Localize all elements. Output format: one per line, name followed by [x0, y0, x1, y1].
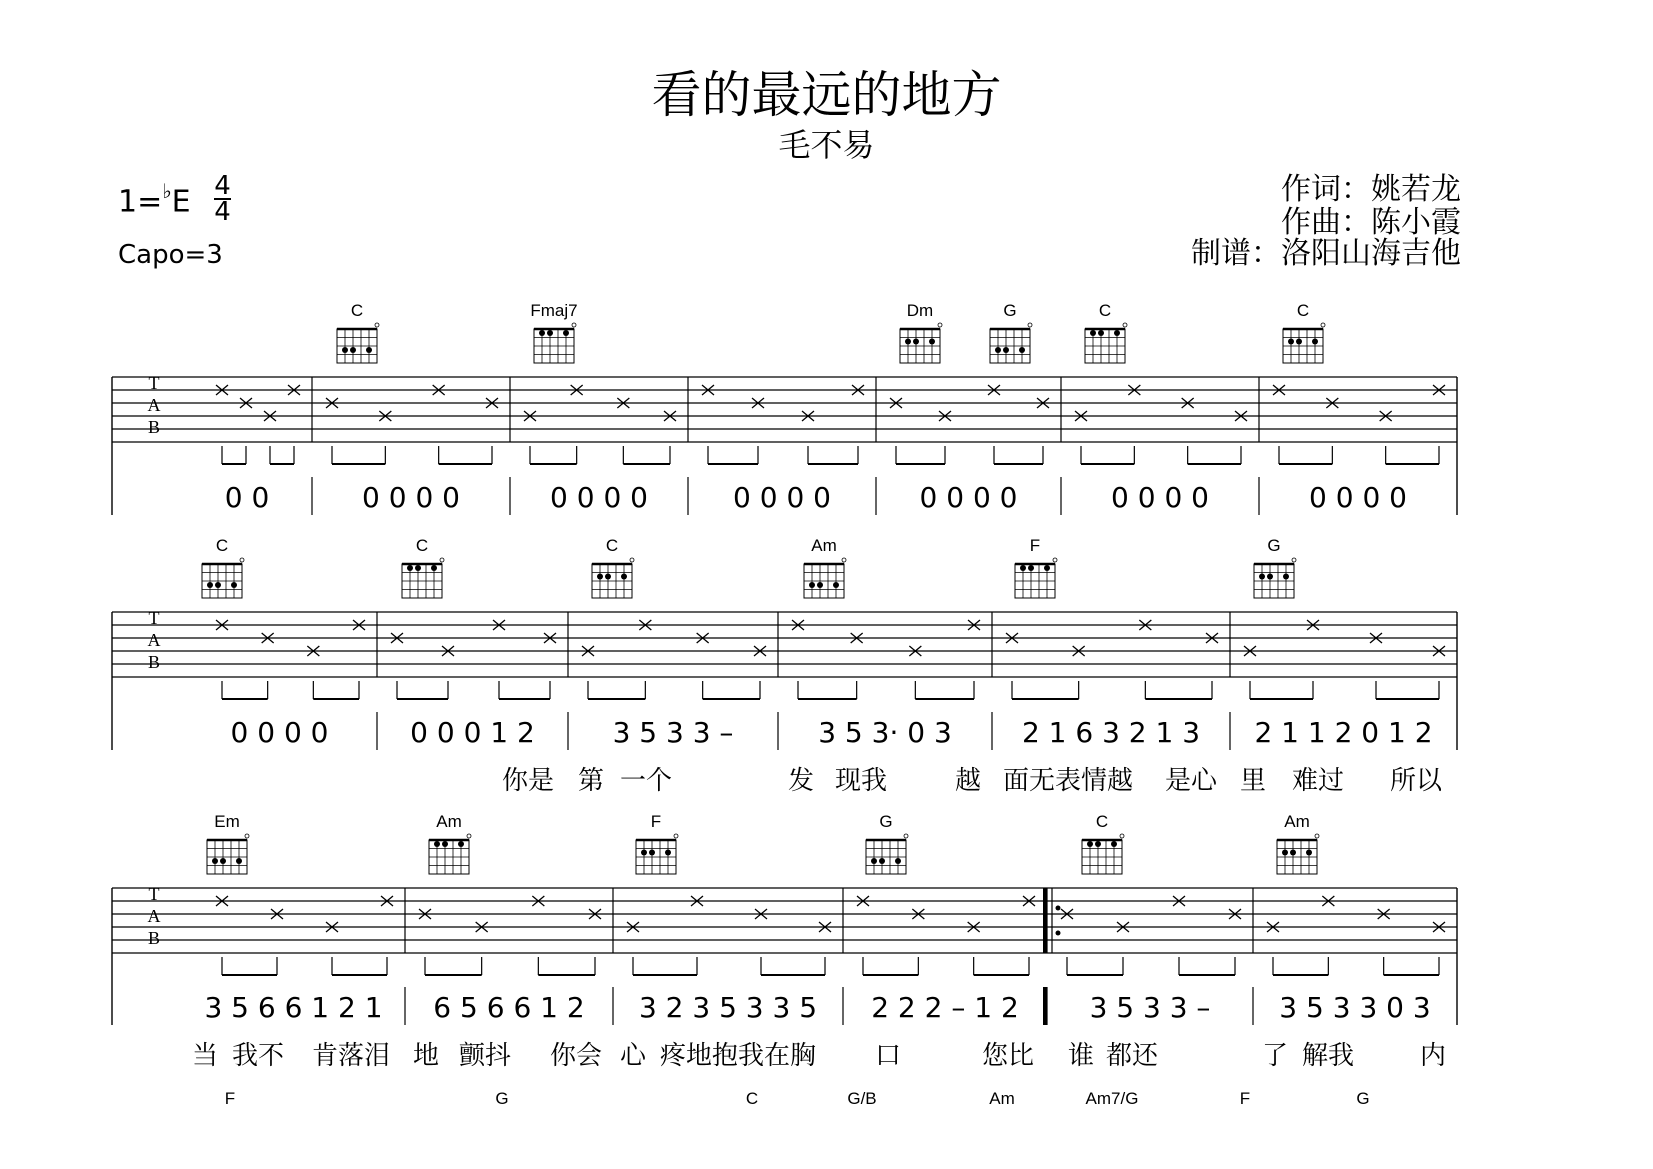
- chord-finger-dot: [1306, 850, 1312, 856]
- time-denominator: 4: [214, 197, 231, 227]
- chord-diagram: [1085, 301, 1127, 363]
- jianpu-measure: 6 5 6 6 1 2: [433, 991, 585, 1024]
- chord-finger-dot: [407, 565, 413, 571]
- chord-finger-dot: [1267, 574, 1273, 580]
- chord-diagram: [804, 536, 846, 598]
- chord-name: Am: [436, 812, 462, 831]
- chord-open-string: [630, 558, 634, 562]
- chord-diagram: [429, 812, 471, 874]
- chord-name: C: [215, 536, 229, 555]
- chord-diagram: [1277, 812, 1319, 874]
- chord-open-string: [375, 323, 379, 327]
- lyric-word: 面无表情越: [1003, 766, 1134, 796]
- chord-finger-dot: [1290, 850, 1296, 856]
- chord-finger-dot: [434, 841, 440, 847]
- lyric-word: 当: [192, 1041, 219, 1071]
- lyric-word: 口: [875, 1041, 902, 1071]
- chord-name: C: [1095, 812, 1109, 831]
- tab-clef-letter: T: [148, 884, 160, 904]
- chord-name: C: [605, 536, 619, 555]
- lyric-word: 是心: [1165, 766, 1218, 796]
- chord-name: Fmaj7: [530, 301, 578, 320]
- chord-name: C: [745, 1089, 759, 1108]
- tab-clef-letter: A: [147, 630, 161, 650]
- jianpu-measure: 0 0 0 0: [1309, 481, 1407, 514]
- lyric-word: 疼地抱我在胸: [660, 1041, 817, 1071]
- chord-finger-dot: [905, 339, 911, 345]
- chord-name: C: [415, 536, 429, 555]
- lyric-word: 里: [1240, 766, 1267, 796]
- jianpu-measure: 3 2 3 5 3 3 5: [638, 991, 818, 1024]
- chord-diagram: [592, 536, 634, 598]
- chord-finger-dot: [1288, 339, 1294, 345]
- chord-name: Em: [214, 812, 240, 831]
- chord-finger-dot: [1312, 339, 1318, 345]
- chord-finger-dot: [871, 858, 877, 864]
- arranger-credit: 制谱：洛阳山海吉他: [1191, 236, 1461, 271]
- jianpu-measure: 3 5 6 6 1 2 1: [204, 991, 383, 1024]
- chord-diagram: [1283, 301, 1325, 363]
- lyric-word: 所以: [1390, 766, 1443, 796]
- tab-clef-letter: A: [147, 395, 161, 415]
- chord-open-string: [1053, 558, 1057, 562]
- chord-diagram: [990, 301, 1032, 363]
- repeat-dot: [1056, 906, 1061, 911]
- chord-open-string: [572, 323, 576, 327]
- jianpu-measure: 3 5 3 3 –: [1089, 991, 1211, 1024]
- tab-clef-letter: B: [147, 652, 161, 672]
- chord-finger-dot: [597, 574, 603, 580]
- composer-credit: 作曲：陈小霞: [1281, 205, 1461, 240]
- chord-diagram: [202, 536, 244, 598]
- lyricist-credit: 作词：姚若龙: [1281, 172, 1461, 207]
- chord-finger-dot: [1111, 841, 1117, 847]
- chord-finger-dot: [1098, 330, 1104, 336]
- tab-clef-letter: B: [147, 928, 161, 948]
- chord-name: Am: [811, 536, 837, 555]
- chord-open-string: [1028, 323, 1032, 327]
- chord-finger-dot: [1095, 841, 1101, 847]
- chord-finger-dot: [415, 565, 421, 571]
- lyric-word: 都还: [1106, 1041, 1159, 1071]
- chord-name: G: [879, 812, 893, 831]
- jianpu-measure: 2 1 1 2 0 1 2: [1254, 716, 1433, 749]
- lyric-word: 了: [1262, 1041, 1289, 1071]
- chord-name: C: [1098, 301, 1112, 320]
- chord-finger-dot: [665, 850, 671, 856]
- chord-finger-dot: [621, 574, 627, 580]
- chord-open-string: [467, 834, 471, 838]
- tab-clef-letter: T: [148, 608, 160, 628]
- chord-name: Am7/G: [1085, 1089, 1139, 1108]
- jianpu-measure: 3 5 3 3 0 3: [1279, 991, 1431, 1024]
- chord-finger-dot: [212, 858, 218, 864]
- chord-name: Am: [1284, 812, 1310, 831]
- lyric-word: 我不: [232, 1041, 285, 1071]
- chord-diagram: [402, 536, 444, 598]
- jianpu-measure: 0 0 0 0: [733, 481, 831, 514]
- chord-diagram: [636, 812, 678, 874]
- chord-finger-dot: [1019, 347, 1025, 353]
- chord-finger-dot: [605, 574, 611, 580]
- chord-finger-dot: [1259, 574, 1265, 580]
- tab-clef-letter: B: [147, 417, 161, 437]
- lyric-word: 地: [413, 1041, 440, 1071]
- chord-diagram: [900, 301, 942, 363]
- chord-name: G: [1003, 301, 1017, 320]
- chord-diagram: [1015, 536, 1057, 598]
- chord-finger-dot: [817, 582, 823, 588]
- chord-name: C: [350, 301, 364, 320]
- chord-open-string: [938, 323, 942, 327]
- key-flat: ♭: [162, 178, 172, 203]
- chord-finger-dot: [1044, 565, 1050, 571]
- chord-finger-dot: [215, 582, 221, 588]
- lyric-word: 现我: [835, 766, 888, 796]
- jianpu-measure: 0 0 0 0: [362, 481, 460, 514]
- jianpu-measure: 0 0 0 0: [550, 481, 648, 514]
- chord-finger-dot: [1020, 565, 1026, 571]
- chord-finger-dot: [1028, 565, 1034, 571]
- chord-finger-dot: [1296, 339, 1302, 345]
- chord-diagram: [337, 301, 379, 363]
- repeat-dot: [1056, 931, 1061, 936]
- chord-diagram: [866, 812, 908, 874]
- chord-open-string: [674, 834, 678, 838]
- chord-open-string: [904, 834, 908, 838]
- jianpu-measure: 0 0 0 0: [919, 481, 1018, 514]
- chord-diagram: [207, 812, 249, 874]
- chord-finger-dot: [539, 330, 545, 336]
- lyric-word: 难过: [1292, 766, 1345, 796]
- chord-finger-dot: [547, 330, 553, 336]
- chord-finger-dot: [442, 841, 448, 847]
- chord-finger-dot: [458, 841, 464, 847]
- chord-finger-dot: [1282, 850, 1288, 856]
- lyric-word: 谁: [1068, 1041, 1095, 1071]
- chord-name: F: [1029, 536, 1041, 555]
- chord-open-string: [440, 558, 444, 562]
- chord-open-string: [1321, 323, 1325, 327]
- chord-finger-dot: [895, 858, 901, 864]
- chord-finger-dot: [833, 582, 839, 588]
- chord-finger-dot: [1283, 574, 1289, 580]
- tab-notes: [216, 385, 1445, 975]
- chord-name: G: [1356, 1089, 1370, 1108]
- chord-open-string: [1123, 323, 1127, 327]
- lyric-word: 您比: [982, 1041, 1035, 1071]
- lyric-word: 越: [955, 766, 982, 796]
- chord-finger-dot: [563, 330, 569, 336]
- chord-finger-dot: [929, 339, 935, 345]
- lyric-word: 肯落泪: [312, 1041, 391, 1071]
- tab-clef-letter: T: [148, 373, 160, 393]
- jianpu-measure: 0 0: [224, 481, 270, 514]
- lyric-word: 第: [578, 766, 605, 796]
- capo-setting: Capo=3: [118, 240, 223, 270]
- chord-open-string: [842, 558, 846, 562]
- song-title: 看的最远的地方: [651, 66, 1002, 124]
- chord-finger-dot: [913, 339, 919, 345]
- chord-finger-dot: [350, 347, 356, 353]
- chord-name: Dm: [906, 301, 934, 320]
- chord-open-string: [245, 834, 249, 838]
- jianpu-measure: 0 0 0 1 2: [410, 716, 535, 749]
- key-prefix: 1=: [118, 184, 163, 220]
- lyric-word: 发: [788, 766, 815, 796]
- lyric-word: 你会: [550, 1041, 603, 1071]
- jianpu-measure: 3 5 3· 0 3: [818, 716, 952, 749]
- lyric-word: 解我: [1302, 1041, 1355, 1071]
- jianpu-measure: 0 0 0 0: [1111, 481, 1209, 514]
- jianpu-measure: 2 1 6 3 2 1 3: [1021, 716, 1201, 749]
- chord-diagram: [530, 301, 577, 363]
- jianpu-measure: 3 5 3 3 –: [612, 716, 734, 749]
- lyric-word: 你是: [502, 766, 555, 796]
- chord-finger-dot: [1087, 841, 1093, 847]
- lyric-word: 心: [620, 1041, 647, 1071]
- chord-finger-dot: [1003, 347, 1009, 353]
- chord-open-string: [1315, 834, 1319, 838]
- chord-name: F: [650, 812, 662, 831]
- chord-finger-dot: [809, 582, 815, 588]
- jianpu-measure: 2 2 2 – 1 2: [871, 991, 1019, 1024]
- tab-clef-letter: A: [147, 906, 161, 926]
- chord-diagram: [1254, 536, 1296, 598]
- chord-name: F: [1239, 1089, 1251, 1108]
- chord-name: G/B: [847, 1089, 877, 1108]
- chord-finger-dot: [649, 850, 655, 856]
- chord-name: C: [1296, 301, 1310, 320]
- chord-finger-dot: [879, 858, 885, 864]
- chord-finger-dot: [236, 858, 242, 864]
- staff-lines: [112, 377, 1457, 1025]
- chord-diagrams: [202, 301, 1370, 1108]
- key-note: E: [171, 184, 191, 220]
- chord-finger-dot: [207, 582, 213, 588]
- chord-name: G: [495, 1089, 509, 1108]
- chord-finger-dot: [1114, 330, 1120, 336]
- jianpu-measure: 0 0 0 0: [230, 716, 329, 749]
- lyric-word: 内: [1420, 1041, 1447, 1071]
- chord-finger-dot: [366, 347, 372, 353]
- chord-diagram: [1082, 812, 1124, 874]
- chord-open-string: [1292, 558, 1296, 562]
- chord-finger-dot: [220, 858, 226, 864]
- chord-name: F: [224, 1089, 236, 1108]
- chord-finger-dot: [231, 582, 237, 588]
- chord-finger-dot: [641, 850, 647, 856]
- chord-finger-dot: [342, 347, 348, 353]
- chord-finger-dot: [431, 565, 437, 571]
- chord-name: Am: [989, 1089, 1015, 1108]
- lyric-word: 颤抖: [459, 1041, 512, 1071]
- chord-open-string: [1120, 834, 1124, 838]
- time-numerator: 4: [214, 171, 231, 201]
- chord-name: G: [1267, 536, 1281, 555]
- lyric-word: 一个: [620, 766, 673, 796]
- chord-finger-dot: [995, 347, 1001, 353]
- artist-name: 毛不易: [778, 126, 875, 164]
- chord-open-string: [240, 558, 244, 562]
- chord-finger-dot: [1090, 330, 1096, 336]
